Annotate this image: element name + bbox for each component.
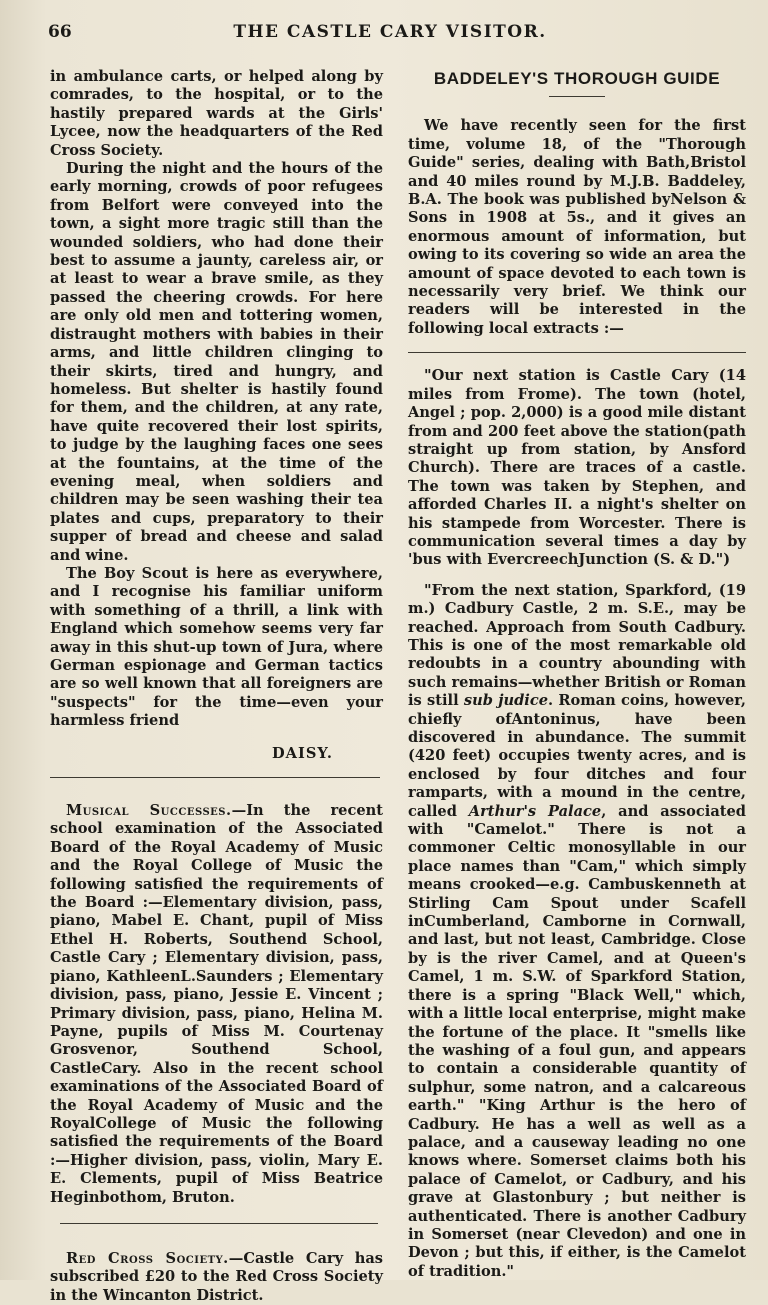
article-signature: DAISY. [272, 744, 333, 762]
quote-text: "From the next station, Sparkford, (19 m.) Cadbury Castle, 2 m. S.E., may be reached. Approach from South Cadbury. This is one of the most remarkable old redoubts in a country abounding with such remains—whether British or Roman is still [408, 581, 746, 710]
article-paragraph-continued: in ambulance carts, or helped along by comrades, to the hospital, or to the hastily prepared wards at the Girls' Lycee, now the headquarters of the Red Cross Society. [50, 68, 383, 159]
quote-text: . Roman coins, however, chiefly ofAntoninus, have been discovered in abundance. The summit (420 feet) occupies twenty acres, and is enclosed by four ditches and four ramparts, with a mound in the centre, called [408, 692, 746, 820]
musical-successes-text: —In the recent school examination of the Associated Board of the Royal Academy of Music and the Royal College of Music the following satisfied the requirements of the Board :—Elementary division, pass, piano, Mabel E. Chant, pupil of Miss Ethel H. Roberts, Southend School, Castle Cary ; Elementary division, pass, piano, KathleenL.Saunders ; Elementary division, pass, piano, Jessie E. Vincent ; Primary division, pass, piano, Helina M. Payne, pupils of Miss M. Courtenay Grosvenor, Southend School, CastleCary. Also in the recent school examinations of the Associated Board of the Royal Academy of Music and the RoyalCollege of Music the following satisfied the requirements of the Board :—Higher division, pass, violin, Mary E. E. Clements, pupil of Miss Beatrice Heginbothom, Bruton. [50, 802, 383, 1206]
journal-title: THE CASTLE CARY VISITOR. [233, 22, 547, 42]
page-header [40, 22, 740, 52]
section-divider [408, 352, 746, 353]
quote-italic-sub-judice: sub judice [463, 692, 548, 710]
section-divider [50, 777, 380, 778]
quote-text: , and associated with "Camelot." There is not a commoner Celtic monosyllable in our place names than "Cam," which simply means crooked—e.g. Cambuskenneth at Stirling Cam Spout under Scafell inCumberland, Camborne in Cornwall, and last, but not least, Cambridge. Close by is the river Camel, and at Queen's Camel, 1 m. S.W. of Sparkford Station, there is a spring "Black Well," which, with a little local enterprise, might make the fortune of the place. It "smells like the washing of a foul gun, and appears to contain a considerable quantity of sulphur, some natron, and a calcareous earth." "King Arthur is the hero of Cadbury. He has a well as well as a palace, and a causeway leading no one knows where. Somerset claims both his palace of Camelot, or Cadbury, and his grave at Glastonbury ; but neither is authenticated. There is another Cadbury in Somerset (near Clevedon) and one in Devon ; but this, if either, is the Camelot of tradition." [408, 802, 747, 1280]
page-number: 66 [48, 22, 72, 42]
title-underline [549, 96, 605, 97]
guide-article-title: BADDELEY'S THOROUGH GUIDE [433, 69, 721, 88]
article-paragraph-refugees: During the night and the hours of the early morning, crowds of poor refugees from Belfort were conveyed into the town, a sight more tragic still than the wounded soldiers, who had done their best to assume a jaunty, careless air, or at least to wear a brave smile, as they passed the cheering crowds. For here are only old men and tottering women, distraught mothers with babies in their arms, and little children clinging to their skirts, tired and hungry, and homeless. But shelter is hastily found for them, and the children, at any rate, have quite recovered their lost spirits, to judge by the laughing faces one sees at the fountains, at the time of the evening meal, when soldiers and children may be seen washing their tea plates and cups, preparatory to their supper of bread and cheese and salad and wine. [50, 160, 383, 564]
left-column [50, 68, 383, 1305]
section-divider [60, 1223, 378, 1224]
guide-quote-cadbury [408, 582, 746, 1281]
guide-intro-paragraph: We have recently seen for the first time, volume 18, of the "Thorough Guide" series, dealing with Bath,Bristol and 40 miles round by M.J.B. Baddeley, B.A. The book was published byNelson & Sons in 1908 at 5s., and it gives an enormous amount of information, but owing to its covering so wide an area the amount of space devoted to each town is necessarily very brief. We think our readers will be interested in the following local extracts :— [408, 117, 746, 337]
red-cross-heading: Red Cross Society. [66, 1249, 229, 1267]
red-cross-notice [50, 1250, 383, 1305]
red-cross-text: —Castle Cary has subscribed £20 to the Red Cross Society in the Wincanton District. [50, 1249, 383, 1304]
musical-successes-heading: Musical Successes. [66, 802, 232, 820]
musical-successes-notice [50, 802, 383, 1207]
right-column [408, 70, 746, 1281]
quote-italic-arthurs-palace: Arthur's Palace [468, 802, 602, 820]
guide-quote-castle-cary: "Our next station is Castle Cary (14 miles from Frome). The town (hotel, Angel ; pop. 2,000) is a good mile distant from and 200 feet above the station(path straight up from station, by Ansford Church). There are traces of a castle. The town was taken by Stephen, and afforded Charles II. a night's shelter on his stampede from Worcester. There is communication several times a day by 'bus with EvercreechJunction (S. & D.") [408, 367, 746, 569]
article-paragraph-boy-scout: The Boy Scout is here as everywhere, and I recognise his familiar uniform with something of a thrill, a link with England which somehow seems very far away in this shut-up town of Jura, where German espionage and German tactics are so well known that all foreigners are "suspects" for the time—even your harmless friend [50, 564, 383, 730]
